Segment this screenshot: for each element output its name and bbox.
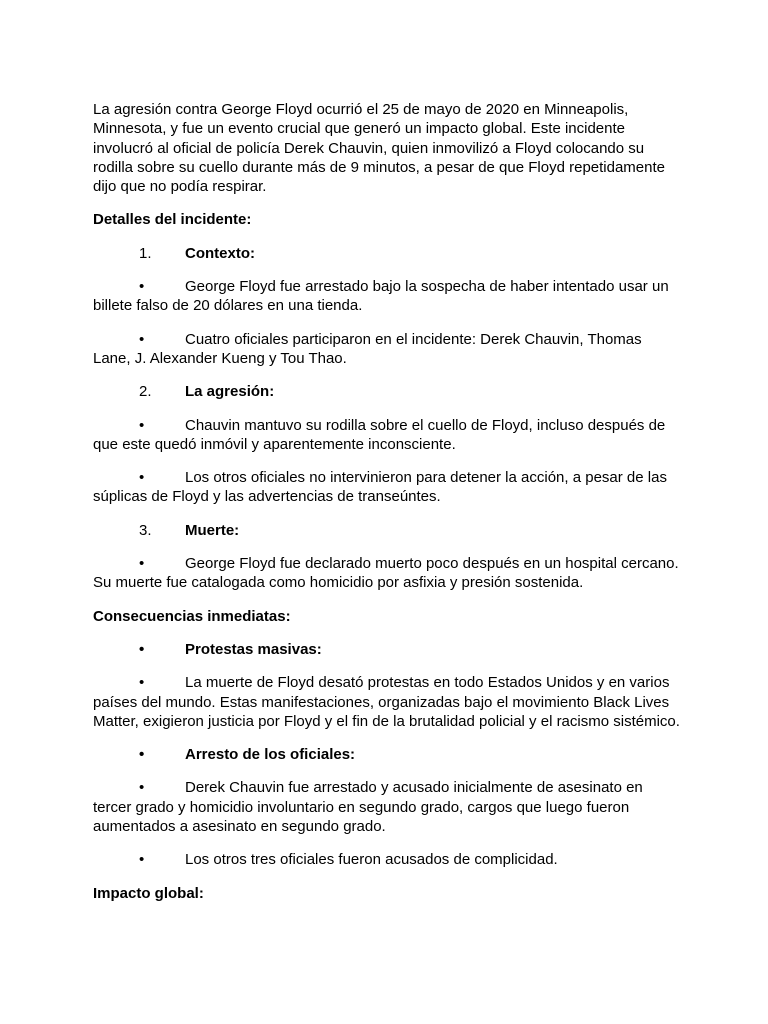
bullet-text: Derek Chauvin fue arrestado y acusado inicialmente de asesinato en tercer grado y homicidio involuntario en segundo grado, cargos que luego fueron aumentados a asesinato en segundo grado.: [93, 779, 643, 836]
bullet-mark: •: [139, 330, 145, 348]
item-label: Contexto:: [185, 244, 255, 262]
bullet-paragraph: [93, 778, 683, 836]
bullet-text: Chauvin mantuvo su rodilla sobre el cuello de Floyd, incluso después de que este quedó inmóvil y aparentemente inconsciente.: [93, 416, 666, 453]
bold-bullet-arrests: [93, 745, 683, 764]
bullet-paragraph: [93, 850, 683, 869]
item-number: 2.: [139, 383, 152, 401]
bullet-text: Los otros oficiales no intervinieron para detener la acción, a pesar de las súplicas de Floyd y las advertencias de transeúntes.: [93, 469, 667, 506]
bullet-paragraph: [93, 330, 683, 369]
bullet-mark: •: [139, 674, 145, 692]
item-number: 1.: [139, 244, 152, 262]
bullet-heading: Arresto de los oficiales:: [185, 746, 356, 764]
bullet-text: George Floyd fue arrestado bajo la sospecha de haber intentado usar un billete falso de 20 dólares en una tienda.: [93, 278, 669, 315]
bullet-mark: •: [139, 640, 145, 658]
numbered-item-aggression: [93, 382, 683, 401]
item-label: Muerte:: [185, 521, 240, 539]
numbered-item-death: [93, 521, 683, 540]
intro-paragraph: La agresión contra George Floyd ocurrió el 25 de mayo de 2020 en Minneapolis, Minnesota, y fue un evento crucial que generó un impacto global. Este incidente involucró al oficial de policía Derek Chauvin, quien inmovilizó a Floyd colocando su rodilla sobre su cuello durante más de 9 minutos, a pesar de que Floyd repetidamente dijo que no podía respirar.: [93, 101, 665, 196]
bullet-mark: •: [139, 416, 145, 434]
item-number: 3.: [139, 521, 152, 539]
bullet-paragraph: [93, 277, 683, 316]
bullet-text: La muerte de Floyd desató protestas en todo Estados Unidos y en varios países del mundo. Estas manifestaciones, organizadas bajo el movimiento Black Lives Matter, exigieron justicia por Floyd y el fin de la brutalidad policial y el racismo sistémico.: [93, 674, 680, 730]
bullet-paragraph: [93, 673, 683, 731]
section-heading-global-impact: Impacto global:: [93, 884, 204, 902]
item-label: La agresión:: [185, 383, 275, 401]
bullet-mark: •: [139, 779, 145, 797]
bullet-mark: •: [139, 746, 145, 764]
section-heading-consequences: Consecuencias inmediatas:: [93, 607, 291, 625]
bold-bullet-protests: [93, 640, 683, 659]
bullet-paragraph: [93, 554, 683, 593]
bullet-paragraph: [93, 468, 683, 507]
bullet-mark: •: [139, 278, 145, 296]
bullet-text: Cuatro oficiales participaron en el incidente: Derek Chauvin, Thomas Lane, J. Alexander Kueng y Tou Thao.: [93, 330, 642, 367]
bullet-mark: •: [139, 851, 145, 869]
bullet-mark: •: [139, 469, 145, 487]
bullet-mark: •: [139, 555, 145, 573]
section-heading-details: Detalles del incidente:: [93, 211, 252, 229]
bullet-paragraph: [93, 416, 683, 455]
bullet-heading: Protestas masivas:: [185, 640, 322, 658]
bullet-text: George Floyd fue declarado muerto poco después en un hospital cercano. Su muerte fue catalogada como homicidio por asfixia y presión sostenida.: [93, 555, 679, 592]
bullet-text: Los otros tres oficiales fueron acusados de complicidad.: [185, 851, 558, 869]
numbered-item-context: [93, 244, 683, 263]
document-body: [93, 100, 683, 917]
